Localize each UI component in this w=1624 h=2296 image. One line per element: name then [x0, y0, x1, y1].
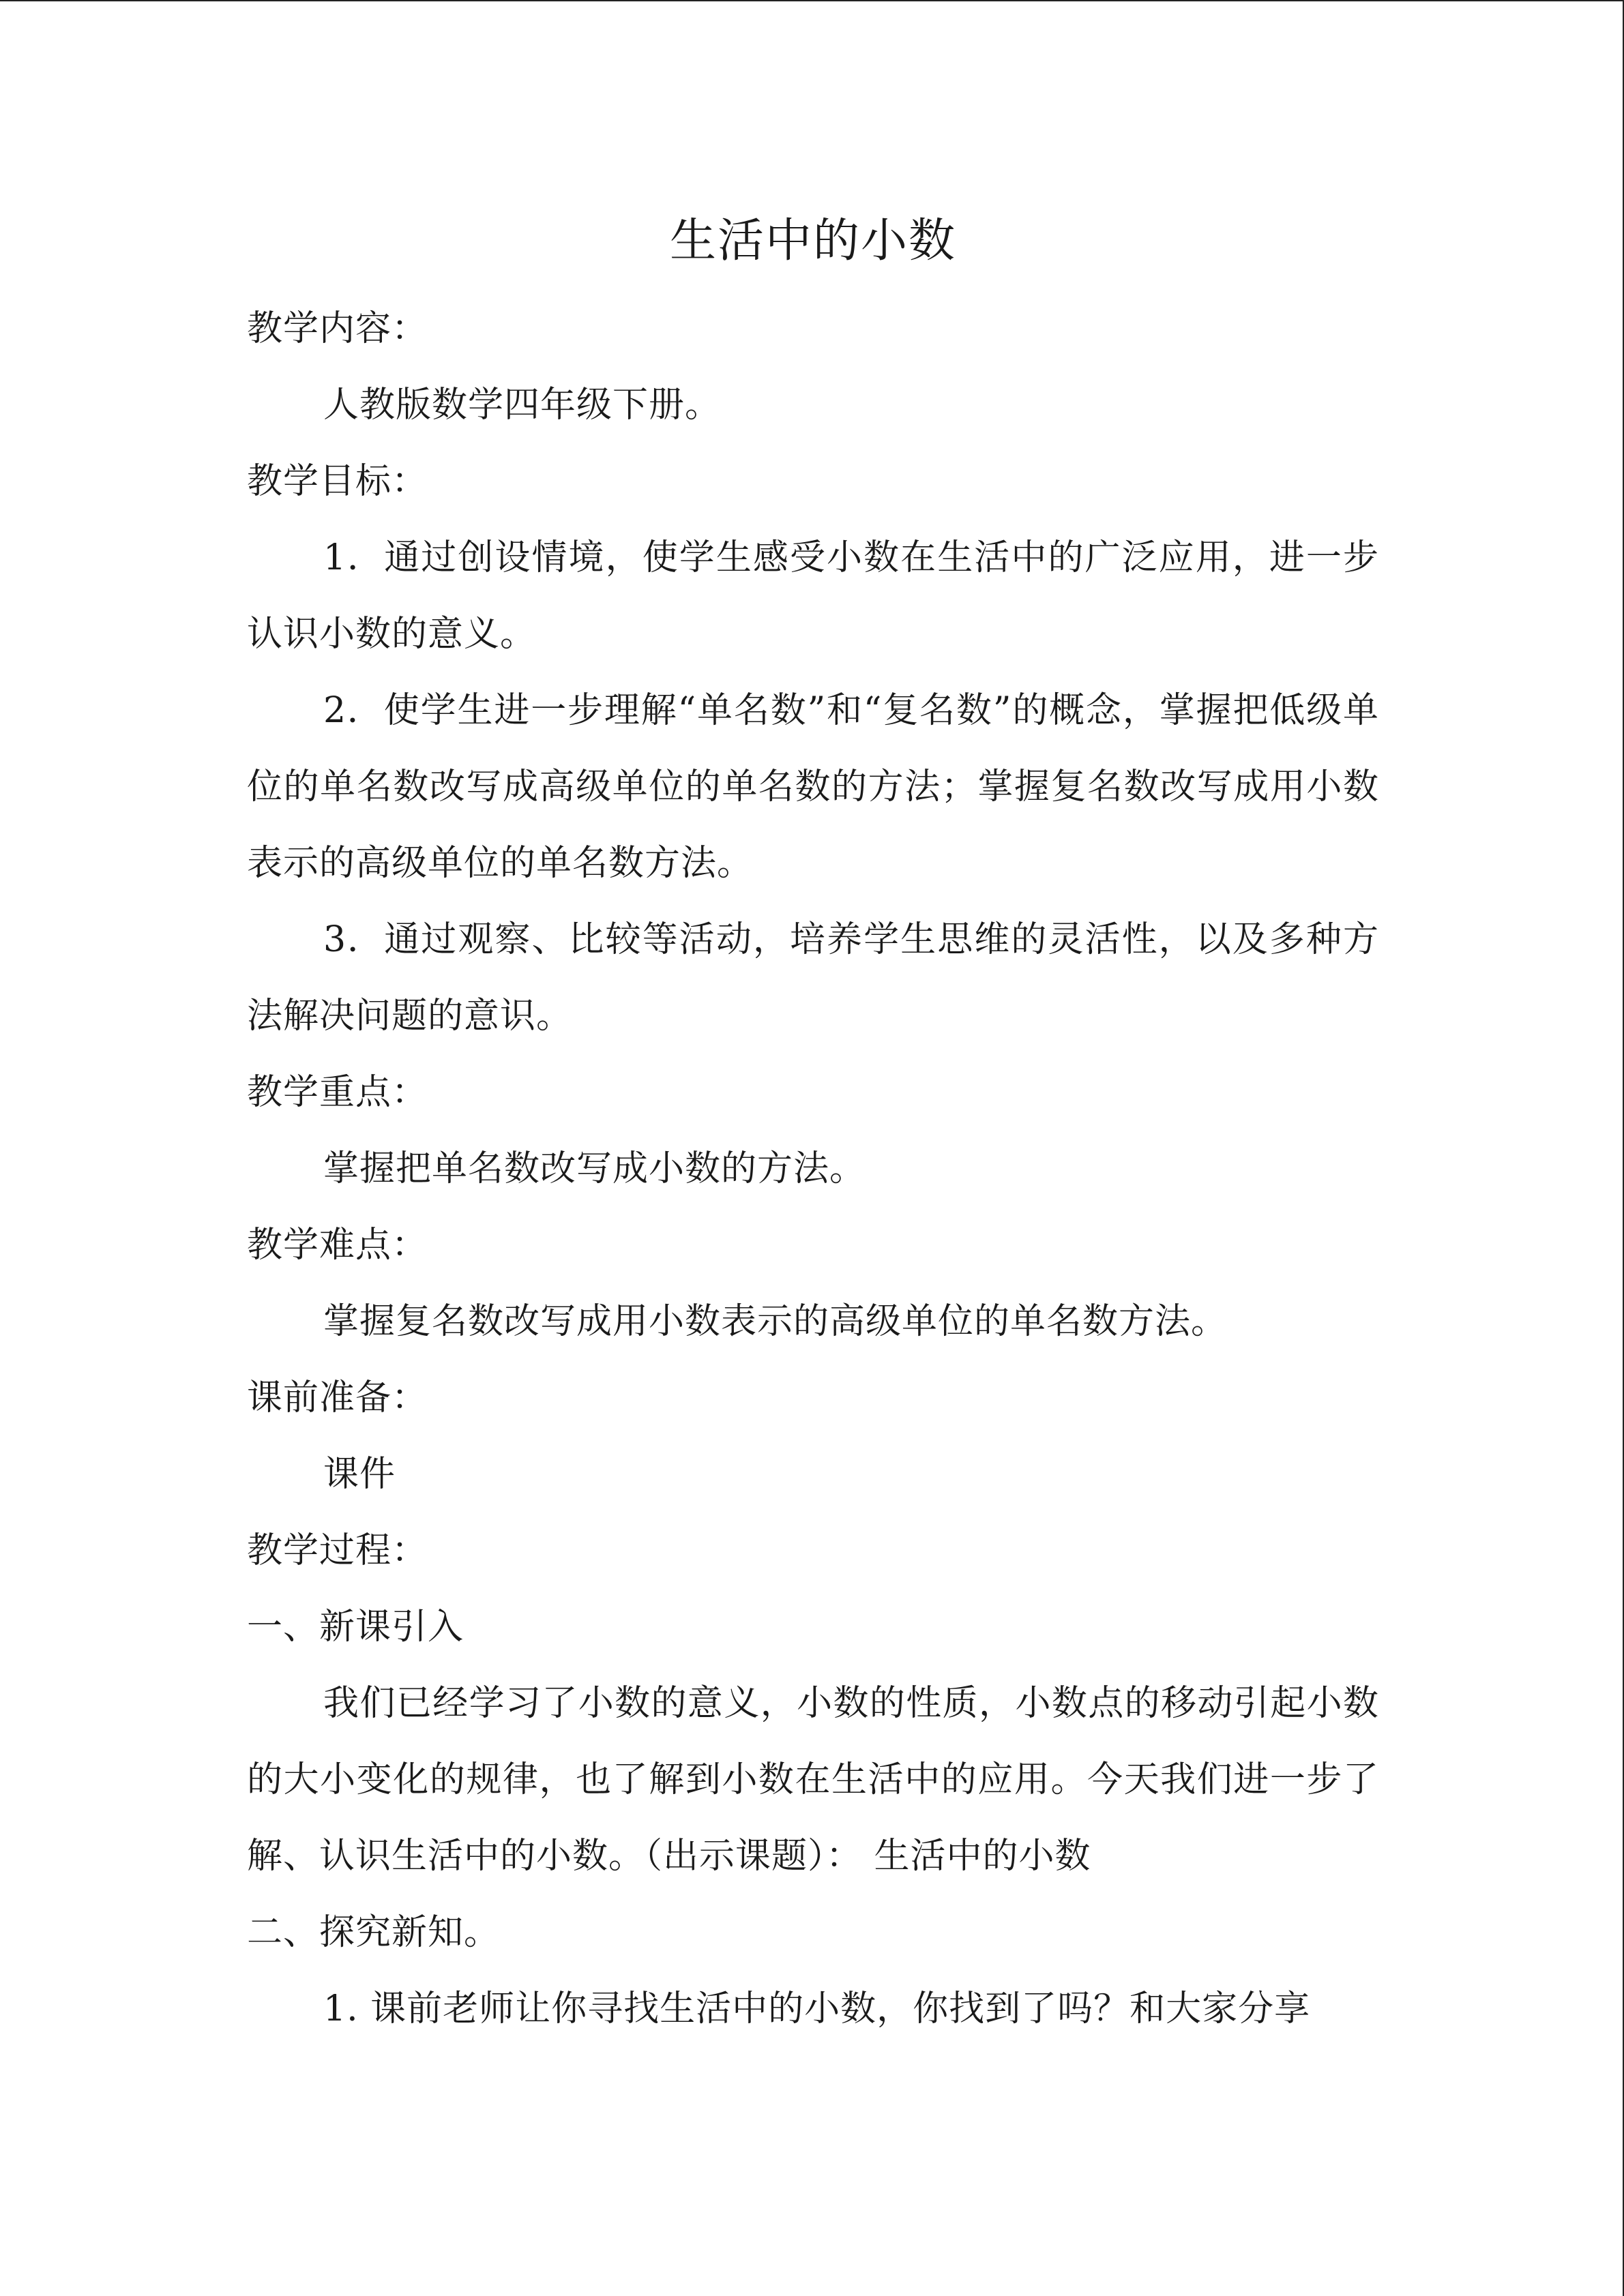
step-1-text: 我们已经学习了小数的意义，小数的性质，小数点的移动引起小数的大小变化的规律，也了解到小数在生活中的应用。今天我们进一步了解、认识生活中的小数。（出示课题）： 生活中的小数 — [247, 1683, 1379, 1877]
key-point-heading: 教学重点： — [247, 1072, 428, 1113]
difficulty-text: 掌握复名数改写成用小数表示的高级单位的单名数方法。 — [323, 1301, 1228, 1342]
document-title: 生活中的小数 — [669, 214, 956, 268]
content-text: 人教版数学四年级下册。 — [323, 385, 722, 426]
goal-item-3: 3．通过观察、比较等活动，培养学生思维的灵活性，以及多种方法解决问题的意识。 — [247, 919, 1379, 1037]
goal-item-2: 2．使学生进一步理解“单名数”和“复名数”的概念，掌握把低级单位的单名数改写成高级单位的单名数的方法；掌握复名数改写成用小数表示的高级单位的单名数方法。 — [247, 690, 1379, 884]
preparation-heading: 课前准备： — [247, 1377, 428, 1418]
step-2-item-1: 1. 课前老师让你寻找生活中的小数，你找到了吗？和大家分享 — [323, 1988, 1311, 2029]
goal-item-1: 1．通过创设情境，使学生感受小数在生活中的广泛应用，进一步认识小数的意义。 — [247, 537, 1379, 655]
difficulty-heading: 教学难点： — [247, 1225, 428, 1266]
key-point-text: 掌握把单名数改写成小数的方法。 — [323, 1148, 866, 1189]
content-heading: 教学内容： — [247, 308, 428, 349]
step-2-heading: 二、探究新知。 — [247, 1912, 501, 1953]
document-body — [247, 198, 1379, 2047]
process-heading: 教学过程： — [247, 1530, 428, 1571]
step-1-heading: 一、新课引入 — [247, 1607, 464, 1648]
preparation-text: 课件 — [323, 1454, 396, 1495]
goals-heading: 教学目标： — [247, 461, 428, 502]
